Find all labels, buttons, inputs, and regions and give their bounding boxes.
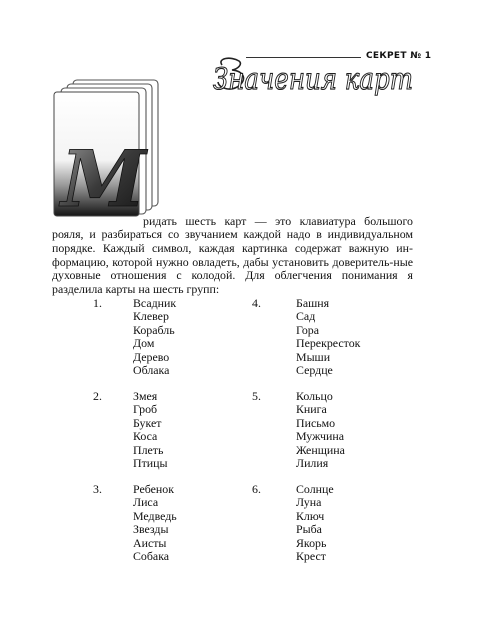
- section-label: СЕКРЕТ № 1: [366, 51, 432, 61]
- group-number: 6.: [252, 482, 261, 496]
- card-name: Луна: [296, 495, 322, 510]
- group-number: 3.: [93, 482, 102, 496]
- group-items: [296, 390, 345, 470]
- card-name: Письмо: [296, 415, 336, 430]
- card-name: Птицы: [133, 456, 168, 471]
- intro-paragraph: ридать шесть карт — это клавиатура большого рояля, и разбираться со звучанием каждой надо в индивидуальном порядке. Каждый символ, каждая картинка содержат важную ин-формацию, которой нужно овладеть, дабы установить доверитель-ные духовные отношения с колодой. Для облегчения понимания я разделила карты на шесть групп:: [52, 213, 413, 296]
- card-name: Лиса: [133, 495, 159, 510]
- card-name: Медведь: [133, 508, 177, 523]
- card-name: Ключ: [296, 508, 325, 523]
- group-items: [296, 297, 360, 377]
- card-name: Перекресток: [296, 336, 361, 351]
- group-items: [133, 390, 168, 470]
- group-number: 5.: [252, 389, 261, 403]
- card-name: Мыши: [296, 349, 331, 364]
- group-number: 2.: [93, 389, 102, 403]
- group-number: 1.: [93, 296, 102, 310]
- card-name: Кольцо: [296, 389, 333, 403]
- card-name: Книга: [296, 402, 327, 417]
- card-name: Якорь: [296, 535, 327, 550]
- card-name: Солнце: [296, 482, 334, 496]
- card-name: Рыба: [296, 522, 322, 537]
- card-name: Звезды: [133, 522, 169, 537]
- card-name: Сад: [296, 309, 316, 324]
- group-number: 4.: [252, 296, 261, 310]
- card-name: Корабль: [133, 322, 175, 337]
- card-name: Облака: [133, 363, 170, 378]
- card-name: Всадник: [133, 296, 177, 310]
- card-name: Дерево: [133, 349, 170, 364]
- card-name: Гроб: [133, 402, 158, 417]
- card-name: Букет: [133, 415, 162, 430]
- group-items: [133, 483, 177, 563]
- card-name: Башня: [296, 296, 330, 310]
- card-name: Клевер: [133, 309, 169, 324]
- card-name: Дом: [133, 336, 155, 351]
- card-name: Собака: [133, 549, 170, 564]
- card-name: Сердце: [296, 363, 333, 378]
- title-text: Значения карт: [213, 62, 413, 97]
- group-items: [133, 297, 176, 377]
- card-name: Крест: [296, 549, 326, 564]
- card-name: Змея: [133, 389, 158, 403]
- card-name: Мужчина: [296, 429, 344, 444]
- card-name: Гора: [296, 322, 319, 337]
- card-name: Аисты: [133, 535, 167, 550]
- card-name: Коса: [133, 429, 158, 444]
- card-name: Плеть: [133, 442, 164, 457]
- card-name: Ребенок: [133, 482, 174, 496]
- card-name: Лилия: [296, 456, 329, 471]
- group-items: [296, 483, 334, 563]
- drop-cap-letter: M: [58, 134, 149, 225]
- card-name: Женщина: [296, 442, 345, 457]
